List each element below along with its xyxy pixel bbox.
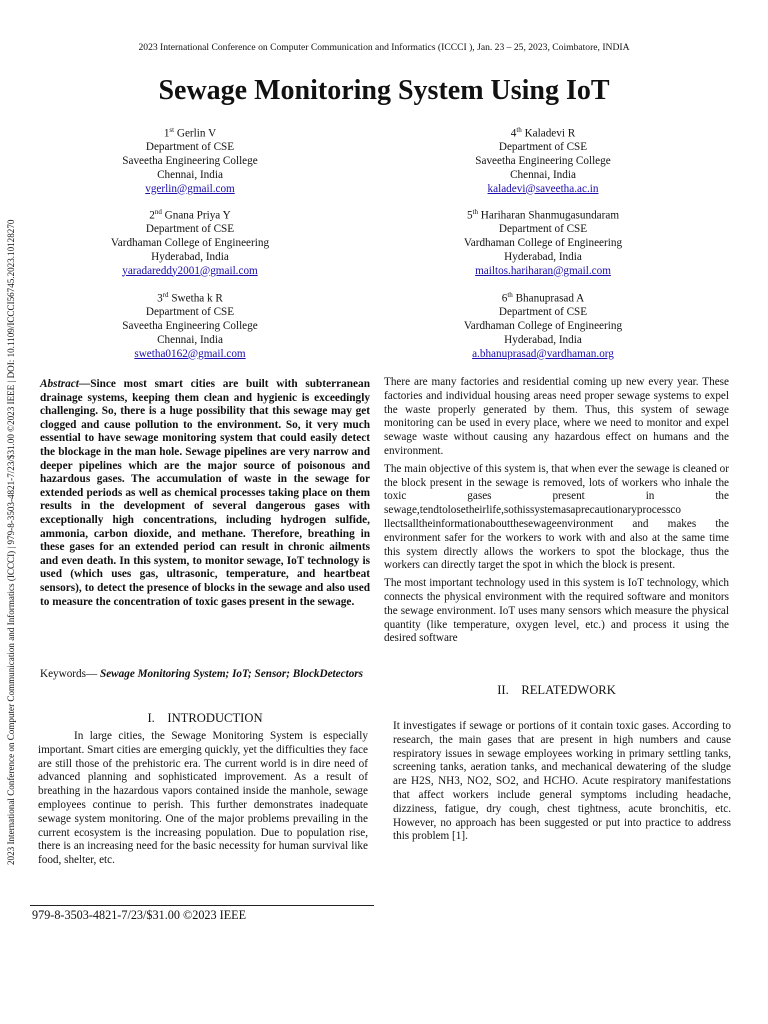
paper-title: Sewage Monitoring System Using IoT <box>158 75 610 106</box>
author-email-link[interactable]: swetha0162@gmail.com <box>134 347 246 360</box>
author-dept: Department of CSE <box>498 141 588 154</box>
author-city: Hyderabad, India <box>504 250 582 263</box>
paragraph: In large cities, the Sewage Monitoring System is especially important. Smart cities are emerging quickly, yet the difficulties they face are still those of the prehistoric era. The current world is in dire need of advanced planning and sophisticated improvement. As a result of breathing in the hazardous vapors contained inside the manhole, sewage employees continue to perish. This further demonstrates inadequate sewage system monitoring. One of the major problems prevailing in the current ecosystem is the increasing population. Due to population rise, there is an increasing need for the basic necessity for human survival like food, shelter, etc. <box>38 730 368 867</box>
author-city: Hyderabad, India <box>151 250 229 263</box>
author-city: Chennai, India <box>157 168 223 181</box>
author-college: Vardhaman College of Engineering <box>463 237 623 250</box>
section-number: II. <box>497 683 509 697</box>
section-title: RELATEDWORK <box>521 683 616 697</box>
abstract <box>40 378 370 609</box>
author-name: 5th Hariharan Shanmugasundaram <box>466 208 620 222</box>
author-block <box>50 289 330 361</box>
section-heading-introduction <box>40 711 370 726</box>
section-title: INTRODUCTION <box>167 711 263 725</box>
paragraph: It investigates if sewage or portions of it contain toxic gases. According to research, the main gases that are present in high numbers and cause respiratory issues in sewage employees working in primary settling tanks, screening tanks, aeration tanks, and mechanical dewatering of the sludge are H2S, NH3, NO2, SO2, and HCHO. Acute respiratory manifestations that affect workers include general symptoms including headache, dizziness, fatigue, dry cough, chest tightness, acute bronchitis, etc. However, no approach has been suggested or put into practice to address this problem [1]. <box>393 720 731 843</box>
author-name: 1st Gerlin V <box>163 126 217 140</box>
section-heading-related-work <box>384 683 729 698</box>
paragraph: There are many factories and residential coming up new every year. These factories and individual housing areas need proper sewage systems to expel the waste properly generated by them. Thus, this system of sewage monitoring can be used in every place, where we need to monitor and expel sewage waste without causing any hazardous effect on humans and the environment. <box>384 376 729 457</box>
paragraph: The most important technology used in this system is IoT technology, which connects the physical environment with the required software and monitors the sewage environment. IoT uses many sensors which measure the physical quantity (like temperature, oxygen level, etc.) and process it using the desired software <box>384 577 729 645</box>
author-dept: Department of CSE <box>498 306 588 319</box>
author-name: 3rd Swetha k R <box>157 291 223 305</box>
author-dept: Department of CSE <box>145 141 235 154</box>
author-block <box>50 206 330 278</box>
author-city: Hyderabad, India <box>504 333 582 346</box>
abstract-label: Abstract— <box>40 378 91 390</box>
conference-header: 2023 International Conference on Computer Communication and Informatics (ICCCI ), Jan. 23 – 25, 2023, Coimbatore, INDIA <box>138 42 630 53</box>
related-work-text <box>393 720 731 844</box>
author-block <box>403 289 683 361</box>
copyright-footer: 979-8-3503-4821-7/23/$31.00 ©2023 IEEE <box>32 908 247 922</box>
author-email-link[interactable]: kaladevi@saveetha.ac.in <box>487 182 599 195</box>
footnote-rule <box>30 905 374 906</box>
right-column-body <box>384 376 729 650</box>
author-college: Saveetha Engineering College <box>122 320 258 333</box>
author-block <box>50 124 330 196</box>
author-city: Chennai, India <box>157 333 223 346</box>
author-email-link[interactable]: vgerlin@gmail.com <box>145 182 235 195</box>
author-dept: Department of CSE <box>145 306 235 319</box>
keywords-value: Sewage Monitoring System; IoT; Sensor; BlockDetectors <box>99 668 363 680</box>
author-block <box>403 124 683 196</box>
author-college: Saveetha Engineering College <box>475 155 611 168</box>
author-name: 6th Bhanuprasad A <box>501 291 585 305</box>
author-college: Saveetha Engineering College <box>122 155 258 168</box>
author-name: 4th Kaladevi R <box>510 126 576 140</box>
doi-sidebar: 2023 International Conference on Computer Communication and Informatics (ICCCI) | 979-8-3503-4821-7/23/$31.00 ©2023 IEEE | DOI: 10.1109/ICCCI56745.2023.10128270 <box>6 219 16 865</box>
author-city: Chennai, India <box>510 168 576 181</box>
introduction-text <box>38 730 368 868</box>
author-email-link[interactable]: mailtos.hariharan@gmail.com <box>475 264 611 277</box>
author-dept: Department of CSE <box>145 223 235 236</box>
author-name: 2nd Gnana Priya Y <box>149 208 231 222</box>
author-email-link[interactable]: a.bhanuprasad@vardhaman.org <box>472 347 614 360</box>
author-block <box>403 206 683 278</box>
author-dept: Department of CSE <box>498 223 588 236</box>
section-number: I. <box>147 711 155 725</box>
abstract-text: Since most smart cities are built with subterranean drainage systems, keeping them clean and hygienic is exceedingly challenging. So, there is a huge possibility that this sewage may get clogged and cause pollution to the environment. So, it very much essential to have sewage monitoring system that could easily detect the blockage in the man hole. Sewage pipelines are very narrow and deeper pipelines which are the major source of poisonous and hazardous gases. The accumulation of waste in the sewage for extended periods as well as chemical processes taking place on them results in the development of several dangerous gases with exceptionally high concentrations, including hydrogen sulfide, ammonia, carbon dioxide, and methane. Therefore, breathing in these gases for an extended period can result in chronic ailments and even death. In this system, to monitor sewage, IoT technology is used (which uses gas, ultrasonic, temperature, and heartbeat sensors), to detect the presence of blocks in the sewage and also used to measure the concentration of toxic gases present in the sewage. <box>40 378 370 608</box>
paragraph: The main objective of this system is, that when ever the sewage is cleaned or the block present in the sewage is removed, lots of workers who inhale the toxic gases present in the sewage,tendtolosetheirlife,sothissystemasaprecautionaryprocessco llectsalltheinformationaboutthesewageenvironment and makes the environment safer for the workers to work with and also at the same time this system directly allows the workers to spot the blockage, thus the workers can directly target the spot in which the block is present. <box>384 462 729 572</box>
keywords-label: Keywords— <box>40 668 98 680</box>
author-email-link[interactable]: yaradareddy2001@gmail.com <box>122 264 258 277</box>
keywords <box>40 668 370 682</box>
author-college: Vardhaman College of Engineering <box>463 320 623 333</box>
author-college: Vardhaman College of Engineering <box>110 237 270 250</box>
